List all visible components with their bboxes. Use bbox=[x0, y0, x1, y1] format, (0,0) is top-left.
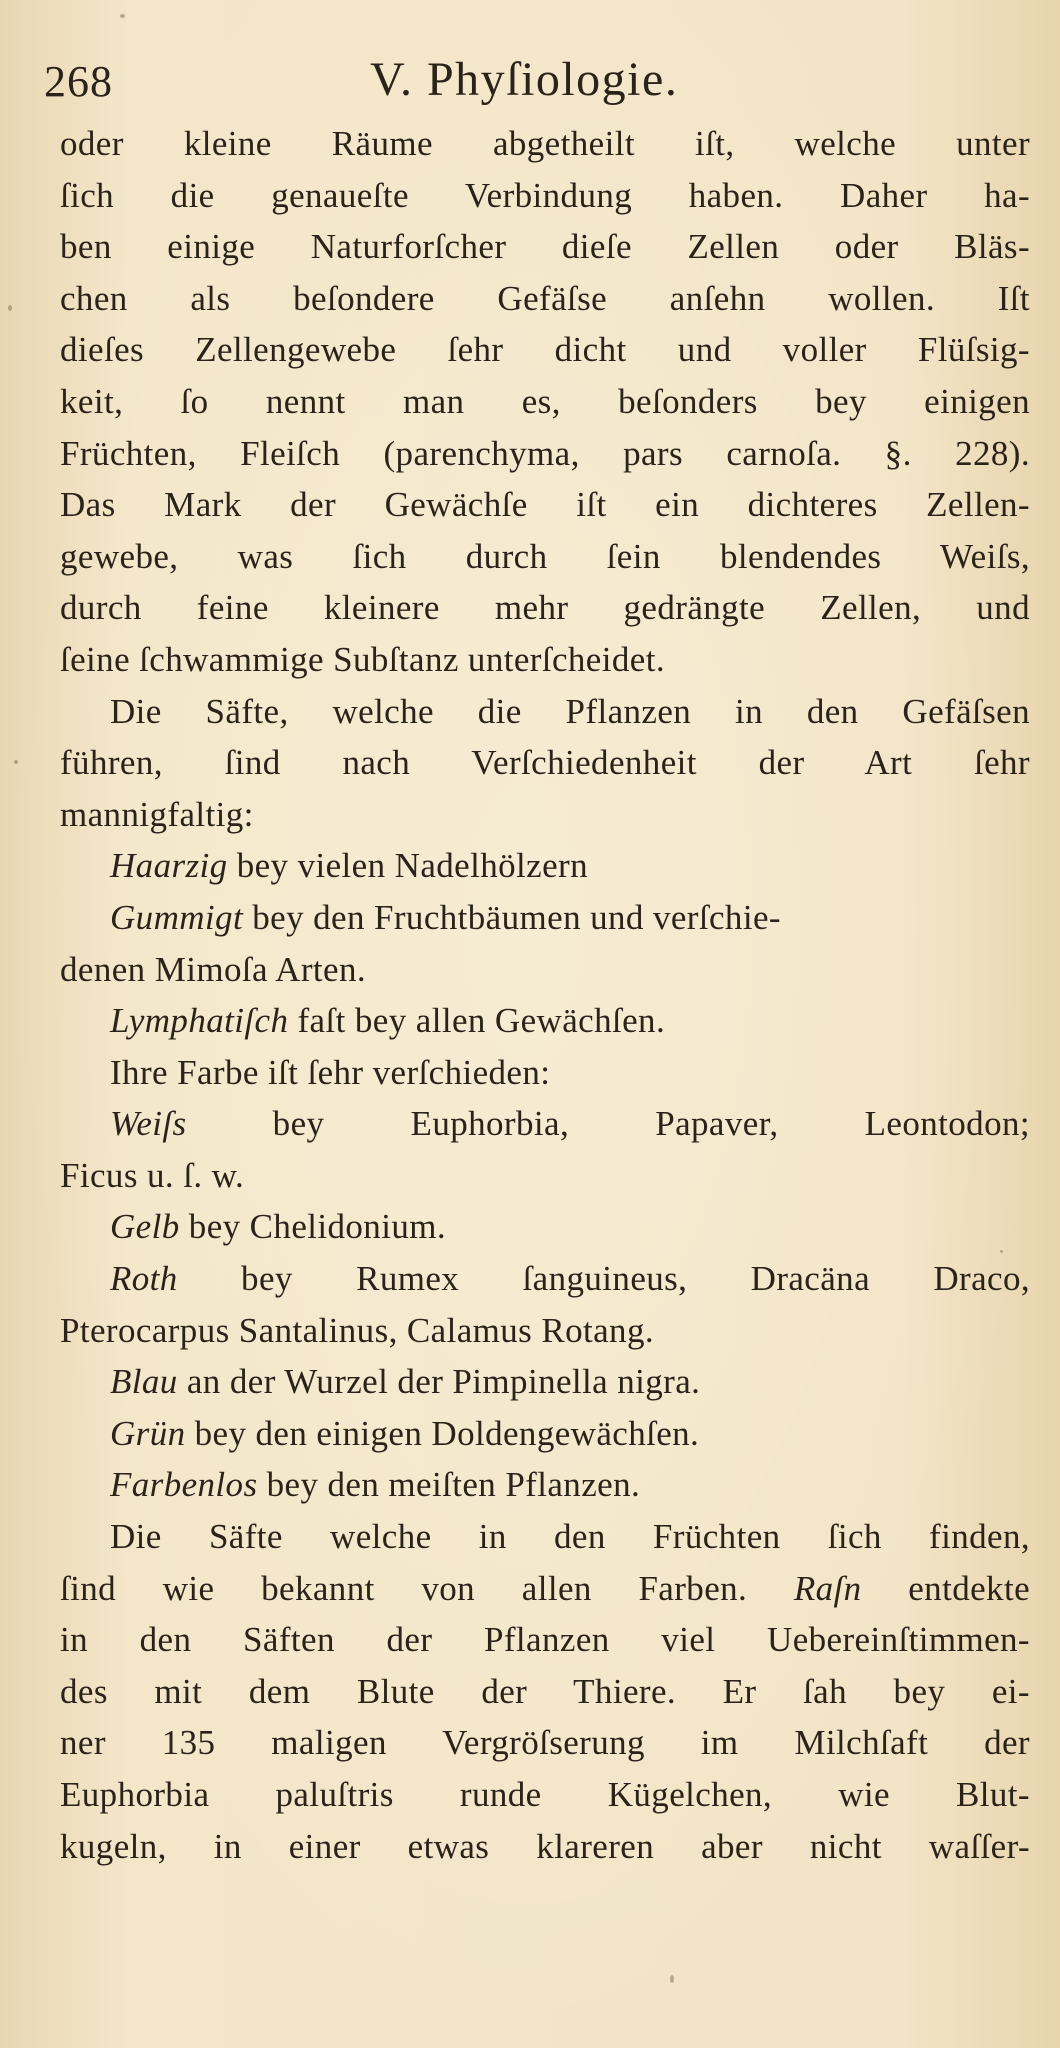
line-text: chen als beſondere Gefäſse anſehn wollen. Iſt bbox=[60, 278, 1030, 318]
line-text: in den Säften der Pflanzen viel Uebereinſtimmen- bbox=[60, 1620, 1030, 1660]
text-line bbox=[60, 324, 1030, 376]
text-line bbox=[60, 479, 1030, 531]
line-text: denen Mimoſa Arten. bbox=[60, 949, 367, 989]
italic-term: Haarzig bbox=[110, 846, 228, 886]
text-line bbox=[60, 273, 1030, 325]
line-text: Früchten, Fleiſch (parenchyma, pars carnoſa. §. 228). bbox=[60, 433, 1030, 473]
italic-term: Gelb bbox=[110, 1207, 180, 1247]
running-title: V. Phyſiologie. bbox=[370, 53, 679, 106]
line-text: kugeln, in einer etwas klareren aber nicht waſſer- bbox=[60, 1826, 1030, 1866]
text-line bbox=[60, 1614, 1030, 1666]
text-line bbox=[60, 840, 1030, 892]
line-text: ben einige Naturforſcher dieſe Zellen oder Bläs- bbox=[60, 227, 1030, 267]
page-header bbox=[44, 52, 1044, 112]
line-text: Ficus u. ſ. w. bbox=[60, 1155, 245, 1195]
text-line bbox=[60, 1821, 1030, 1873]
line-text: bey Rumex ſanguineus, Dracäna Draco, bbox=[177, 1259, 1030, 1299]
italic-term: Roth bbox=[110, 1259, 178, 1299]
text-line bbox=[60, 1305, 1030, 1357]
italic-term: Blau bbox=[110, 1362, 178, 1402]
line-text: entdekte bbox=[861, 1568, 1030, 1608]
text-line bbox=[60, 1253, 1030, 1305]
text-line bbox=[60, 1717, 1030, 1769]
italic-term: Farbenlos bbox=[110, 1465, 258, 1505]
paper-speck bbox=[8, 305, 12, 311]
line-text: bey den meiſten Pflanzen. bbox=[257, 1465, 641, 1505]
text-line bbox=[60, 170, 1030, 222]
text-line bbox=[60, 995, 1030, 1047]
text-line bbox=[60, 376, 1030, 428]
line-text: Die Säfte, welche die Pflanzen in den Gefäſsen bbox=[110, 691, 1030, 731]
line-text: faſt bey allen Gewächſen. bbox=[288, 1001, 666, 1041]
paper-speck bbox=[670, 1975, 674, 1983]
paper-speck bbox=[1000, 1250, 1003, 1253]
text-line bbox=[60, 531, 1030, 583]
line-text: Ihre Farbe iſt ſehr verſchieden: bbox=[110, 1052, 551, 1092]
text-line bbox=[60, 1408, 1030, 1460]
text-line bbox=[60, 737, 1030, 789]
text-line bbox=[60, 892, 1030, 944]
italic-term: Raſn bbox=[793, 1568, 862, 1608]
text-line bbox=[60, 634, 1030, 686]
text-line bbox=[60, 944, 1030, 996]
text-line bbox=[60, 1098, 1030, 1150]
line-text: ſind wie bekannt von allen Farben. bbox=[60, 1568, 794, 1608]
italic-term: Gummigt bbox=[110, 897, 244, 937]
line-text: ſich die genaueſte Verbindung haben. Daher ha- bbox=[60, 175, 1030, 215]
text-line bbox=[60, 1356, 1030, 1408]
text-line bbox=[60, 1769, 1030, 1821]
text-line bbox=[60, 582, 1030, 634]
line-text: mannigfaltig: bbox=[60, 794, 254, 834]
page-number: 268 bbox=[44, 57, 113, 106]
line-text: Pterocarpus Santalinus, Calamus Rotang. bbox=[60, 1310, 654, 1350]
line-text: bey Chelidonium. bbox=[179, 1207, 447, 1247]
line-text: des mit dem Blute der Thiere. Er ſah bey ei- bbox=[60, 1671, 1030, 1711]
text-line bbox=[60, 686, 1030, 738]
line-text: dieſes Zellengewebe ſehr dicht und voller Flüſsig- bbox=[60, 330, 1030, 370]
line-text: bey den einigen Doldengewächſen. bbox=[185, 1413, 700, 1453]
line-text: bey vielen Nadelhölzern bbox=[227, 846, 588, 886]
italic-term: Weiſs bbox=[110, 1104, 187, 1144]
line-text: ner 135 maligen Vergröſserung im Milchſaft der bbox=[60, 1723, 1030, 1763]
text-line bbox=[60, 1666, 1030, 1718]
line-text: durch feine kleinere mehr gedrängte Zellen, und bbox=[60, 588, 1030, 628]
line-text: Euphorbia paluſtris runde Kügelchen, wie Blut- bbox=[60, 1775, 1030, 1814]
line-text: ſeine ſchwammige Subſtanz unterſcheidet. bbox=[60, 639, 665, 679]
text-line bbox=[60, 789, 1030, 841]
italic-term: Grün bbox=[110, 1413, 186, 1453]
text-line bbox=[60, 1511, 1030, 1563]
line-text: bey Euphorbia, Papaver, Leontodon; bbox=[186, 1104, 1030, 1144]
text-line bbox=[60, 118, 1030, 170]
text-line bbox=[60, 1201, 1030, 1253]
body-text bbox=[60, 118, 1030, 1872]
text-line bbox=[60, 428, 1030, 480]
line-text: bey den Fruchtbäumen und verſchie- bbox=[243, 897, 781, 937]
line-text: Die Säfte welche in den Früchten ſich finden, bbox=[110, 1517, 1030, 1557]
line-text: Das Mark der Gewächſe iſt ein dichteres Zellen- bbox=[60, 485, 1030, 525]
line-text: keit, ſo nennt man es, beſonders bey einigen bbox=[60, 381, 1030, 421]
text-line bbox=[60, 1459, 1030, 1511]
line-text: gewebe, was ſich durch ſein blendendes Weiſs, bbox=[60, 536, 1030, 576]
paper-speck bbox=[120, 14, 125, 18]
line-text: führen, ſind nach Verſchiedenheit der Art ſehr bbox=[60, 743, 1030, 783]
italic-term: Lymphatiſch bbox=[110, 1001, 289, 1041]
text-line bbox=[60, 221, 1030, 273]
paper-speck bbox=[14, 760, 18, 764]
text-line bbox=[60, 1150, 1030, 1202]
line-text: oder kleine Räume abgetheilt iſt, welche unter bbox=[60, 124, 1030, 163]
line-text: an der Wurzel der Pimpinella nigra. bbox=[177, 1362, 701, 1402]
text-line bbox=[60, 1563, 1030, 1615]
text-line bbox=[60, 1047, 1030, 1099]
